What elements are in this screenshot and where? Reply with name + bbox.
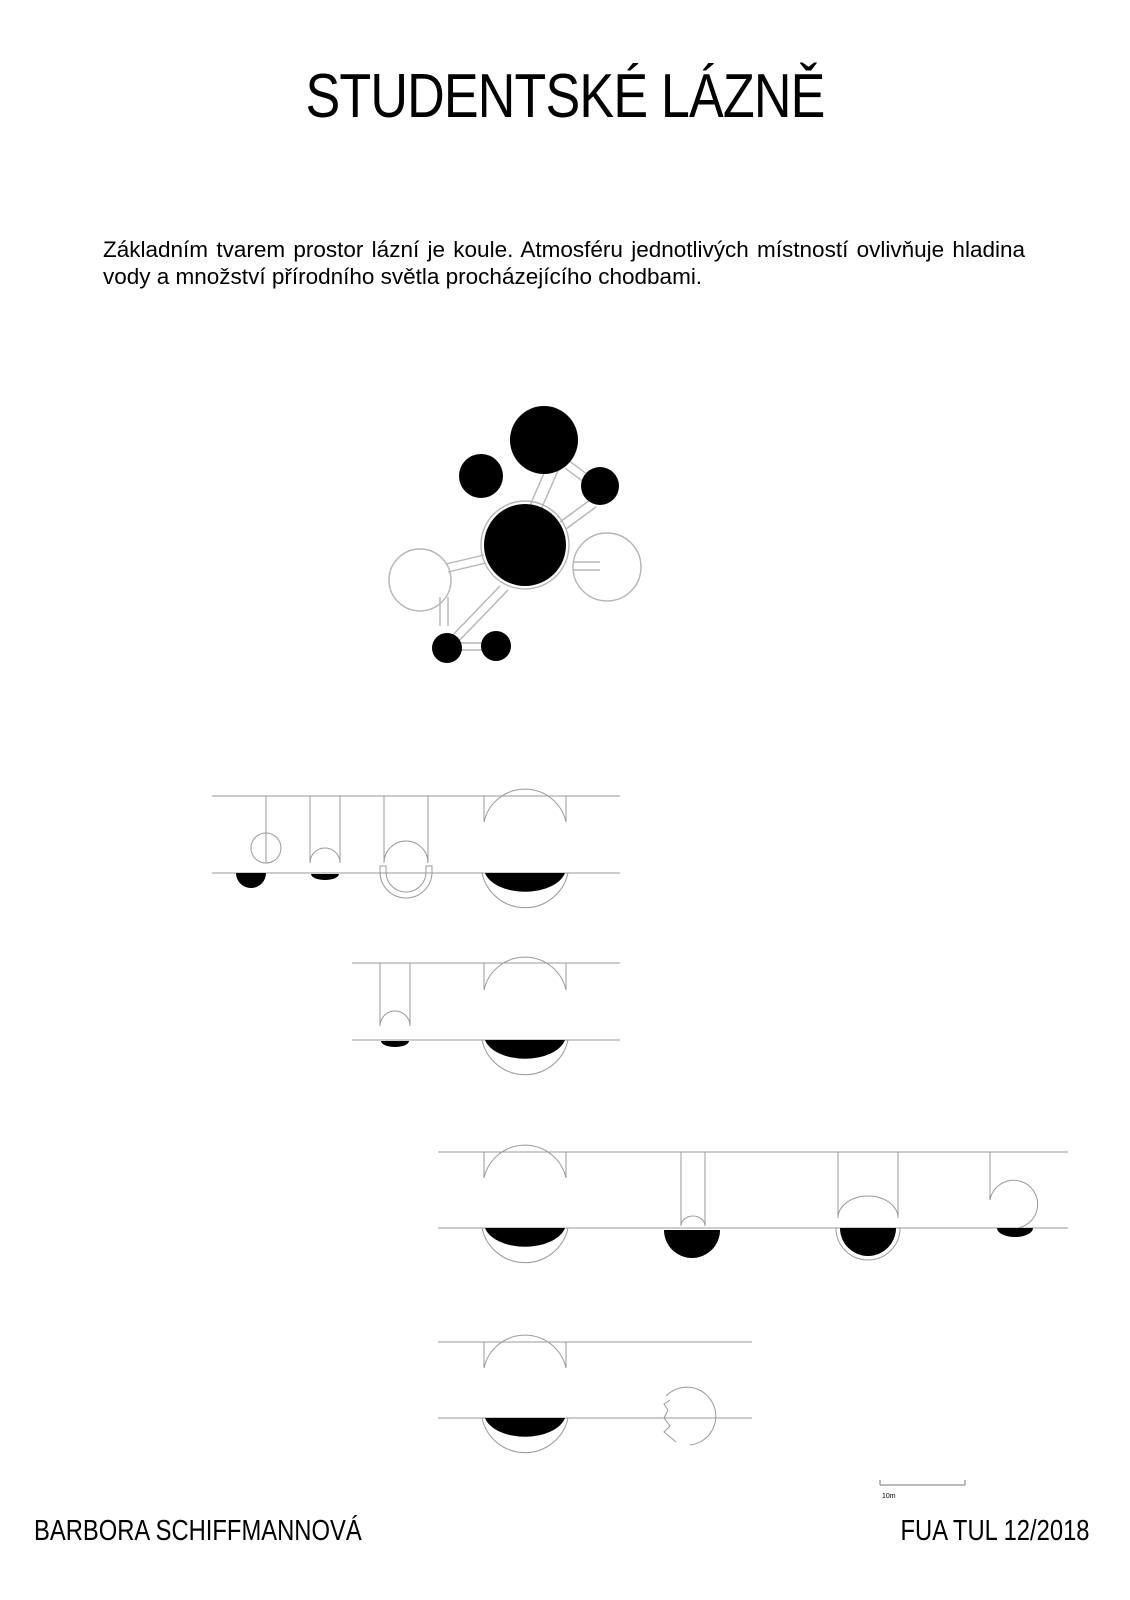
- plan-room-small-2: [481, 631, 511, 661]
- scale-bar: [880, 1480, 965, 1485]
- plan-room-main: [484, 504, 566, 586]
- plan-room-right: [581, 467, 619, 505]
- scale-bar-label: 10m: [882, 1493, 896, 1500]
- author-name: BARBORA SCHIFFMANNOVÁ: [34, 1515, 362, 1547]
- plan-room-top: [510, 406, 578, 474]
- section-2-water: [381, 1040, 565, 1059]
- section-1-water: [236, 873, 565, 892]
- description-text: Základním tvarem prostor lázní je koule. Atmosféru jednotlivých místností ovlivňuje hladina vody a množství přírodního světla procházejícího chodbami.: [103, 237, 1025, 289]
- institution-date: FUA TUL 12/2018: [900, 1515, 1090, 1547]
- plan-rooms: [432, 406, 619, 663]
- section-2: [352, 957, 620, 1075]
- section-4-water: [485, 1418, 565, 1437]
- page-title: STUDENTSKÉ LÁZNĚ: [305, 62, 825, 131]
- section-1: [212, 789, 620, 908]
- section-4: [438, 1335, 752, 1453]
- plan-room-small-1: [432, 633, 462, 663]
- plan-room-left: [459, 454, 503, 498]
